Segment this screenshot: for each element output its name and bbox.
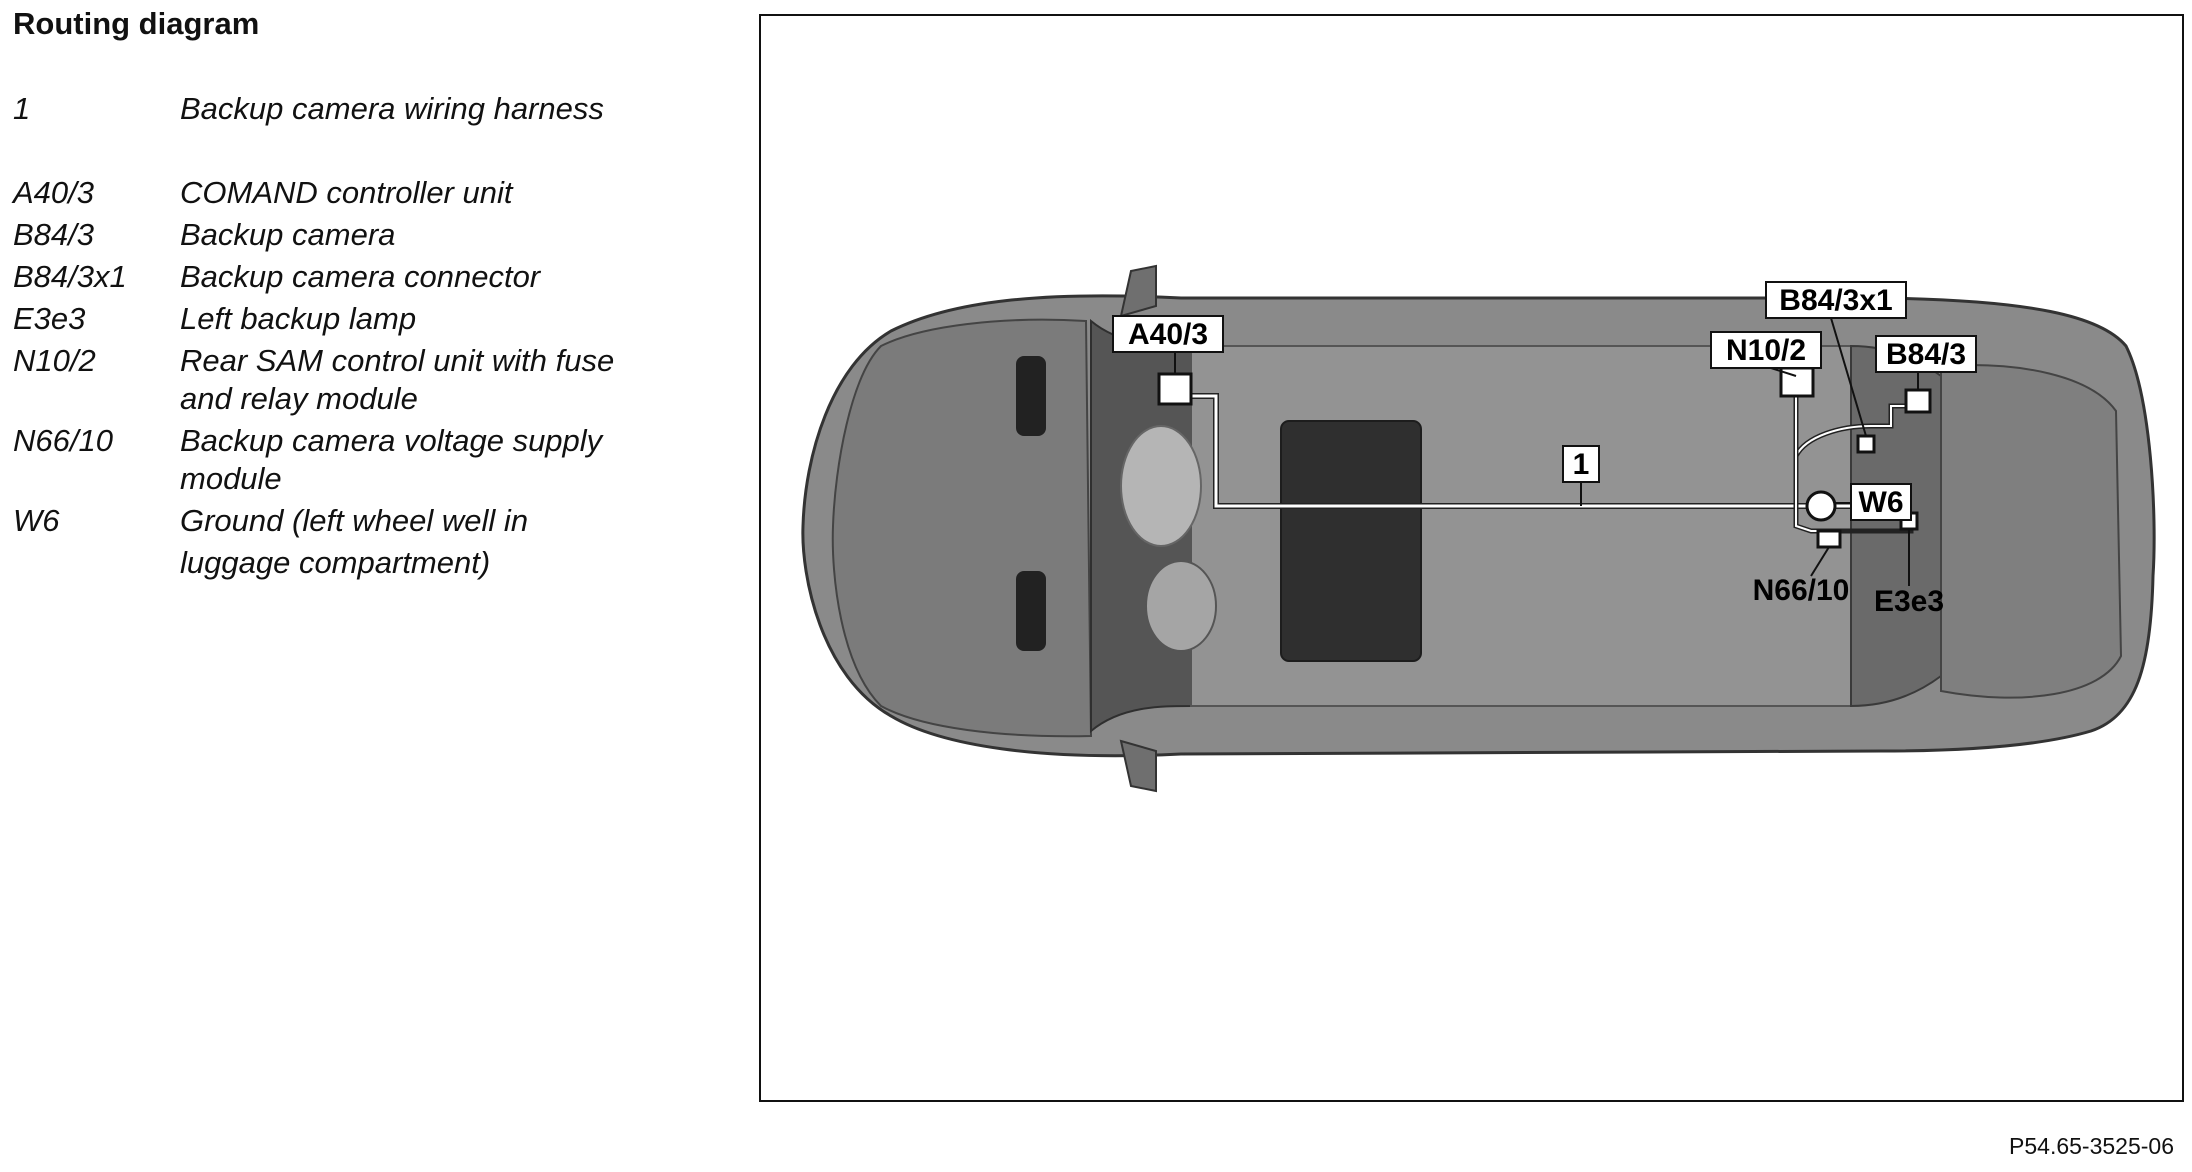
car-hood <box>833 320 1091 737</box>
b84-3x1-box <box>1858 436 1874 452</box>
b84-3-box <box>1906 390 1930 412</box>
left-vent <box>1016 356 1046 436</box>
callout-a40-3: A40/3 <box>1127 318 1209 351</box>
right-vent <box>1016 571 1046 651</box>
n66-10-box <box>1818 531 1840 547</box>
left-mirror <box>1121 266 1156 316</box>
legend-code: E3e3 <box>13 301 86 336</box>
car-routing-diagram <box>761 16 2182 1100</box>
figure-id: P54.65-3525-06 <box>2009 1133 2174 1159</box>
w6-circle <box>1807 492 1835 520</box>
a40-3-box <box>1159 374 1191 404</box>
legend-code: N10/2 <box>13 343 96 378</box>
legend-code: N66/10 <box>13 423 113 458</box>
diagram-frame <box>759 14 2184 1102</box>
sunroof <box>1281 421 1421 661</box>
right-mirror <box>1121 741 1156 791</box>
legend-desc: Backup camera wiring harness <box>180 91 604 126</box>
legend-desc: module <box>180 461 282 496</box>
callout-e3e3: E3e3 <box>1873 585 1945 618</box>
legend-code: B84/3 <box>13 217 95 252</box>
legend-desc: COMAND controller unit <box>180 175 513 210</box>
legend-desc: and relay module <box>180 381 418 416</box>
legend-desc: luggage compartment) <box>180 545 491 580</box>
trunk-lid <box>1941 365 2121 698</box>
legend-desc: Backup camera voltage supply <box>180 423 603 458</box>
legend-code: B84/3x1 <box>13 259 127 294</box>
callout-b84-3: B84/3 <box>1885 338 1967 371</box>
legend-desc: Ground (left wheel well in <box>180 503 529 538</box>
legend-desc: Backup camera <box>180 217 396 252</box>
driver-seat <box>1121 426 1201 546</box>
legend-code: A40/3 <box>13 175 95 210</box>
legend-desc: Left backup lamp <box>180 301 417 336</box>
steering-wheel <box>1146 561 1216 651</box>
legend-desc: Rear SAM control unit with fuse <box>180 343 615 378</box>
callout-b84-3x1: B84/3x1 <box>1779 284 1893 317</box>
callout-n10-2: N10/2 <box>1725 334 1807 367</box>
legend-desc: Backup camera connector <box>180 259 541 294</box>
callout-w6: W6 <box>1858 486 1904 519</box>
callout-1: 1 <box>1572 448 1590 481</box>
callout-n66-10: N66/10 <box>1752 574 1850 607</box>
diagram-title: Routing diagram <box>13 6 260 41</box>
legend-code: 1 <box>13 91 31 126</box>
legend-code: W6 <box>13 503 60 538</box>
